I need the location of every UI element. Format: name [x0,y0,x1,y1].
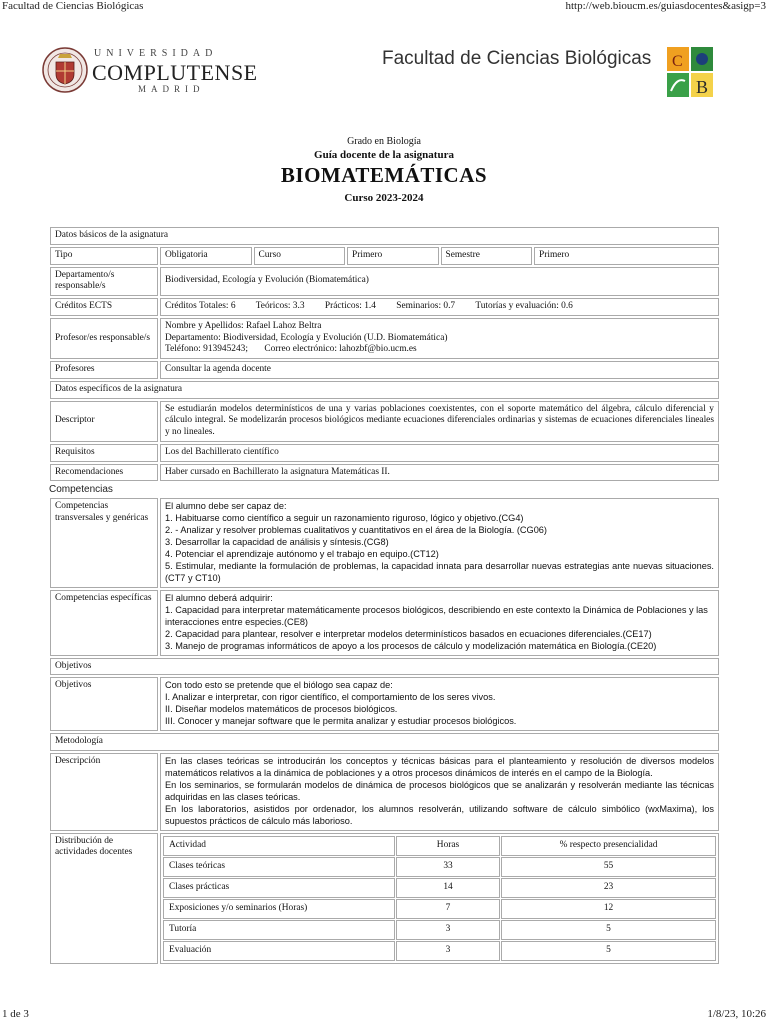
especificas-label: Competencias específicas [50,590,158,656]
objetivos-label: Objetivos [50,677,158,731]
presencialidad-cell: 5 [501,941,716,961]
course-title: Curso 2023-2024 [344,192,424,204]
basic-data-table [48,225,721,483]
curso-label: Curso [254,247,346,265]
print-timestamp: 1/8/23, 10:26 [707,1008,766,1020]
col-actividad: Actividad [163,836,395,856]
transversales-line: 4. Potenciar el aprendizaje autónomo y el trabajo en equipo.(CT12) [165,549,439,560]
tipo-row [50,247,719,265]
ucm-complutense-line: COMPLUTENSE [92,60,258,85]
competencias-transversales-row [50,498,719,588]
recomendaciones-row [50,464,719,482]
objetivos-section: Objetivos [50,658,719,676]
profesor-row [50,318,719,359]
semestre-label: Semestre [441,247,533,265]
actividad-cell: Clases prácticas [163,878,395,898]
actividad-cell: Tutoría [163,920,395,940]
transversales-line: 5. Estimular, mediante la formulación de problemas, la capacidad innata para desarrollar nuevas estrategias ante nuevas situaciones.(CT7 y CT10) [165,561,714,583]
descriptor-value: Se estudiarán modelos determinísticos de una y varias poblaciones coexistentes, con el soporte matemático del álgebra, cálculo diferencial y cálculo integral. Se modelizarán procesos biológicos mediante ecuaciones diferenciales ordinarias y sistemas de ecuaciones diferenciales lineales y no lineales. [160,401,719,442]
ucm-crest-icon [42,44,88,98]
distribucion-container [160,833,719,964]
presencialidad-cell: 23 [501,878,716,898]
metodologia-section: Metodología [50,733,719,751]
transversales-line: 1. Habituarse como científico a seguir un razonamiento riguroso, lógico y objetivo.(CG4) [165,513,524,524]
recomendaciones-value: Haber cursado en Bachillerato la asignatura Matemáticas II. [160,464,719,482]
col-horas: Horas [396,836,500,856]
horas-cell: 7 [396,899,500,919]
table-row [163,941,716,961]
print-footer [0,1008,768,1024]
especificas-line: 1. Capacidad para interpretar matemáticamente procesos biológicos, describiendo en este contexto la Dinámica de Poblaciones y las interacciones entre especies.(CE8) [165,604,708,627]
profesores-link[interactable]: Consultar la agenda docente [160,361,719,379]
ects-seminarios: Seminarios: 0.7 [396,301,456,311]
descriptor-row [50,401,719,442]
competencias-especificas-row [50,590,719,656]
horas-cell: 14 [396,878,500,898]
actividad-cell: Exposiciones y/o seminarios (Horas) [163,899,395,919]
ects-label: Créditos ECTS [50,298,158,316]
profesor-name: Nombre y Apellidos: Rafael Lahoz Beltra [165,320,322,331]
profesor-contact: Teléfono: 913945243; Correo electrónico: lahozbf@bio.ucm.es [165,344,417,355]
especificas-line: El alumno deberá adquirir: [165,592,273,603]
descripcion-line: En los laboratorios, asistidos por ordenador, los alumnos resolverán, utilizando software de cálculo simbólico (wxMaxima), los supuestos prácticos de cálculo más laborioso. [165,803,714,826]
distribucion-row [50,833,719,964]
transversales-line: El alumno debe ser capaz de: [165,501,287,512]
objetivos-line: II. Diseñar modelos matemáticos de procesos biológicos. [165,704,398,715]
transversales-value [160,498,719,588]
departamento-label: Departamento/s responsable/s [50,267,158,297]
faculty-logo-letter-c: C [672,53,683,70]
degree-title: Grado en Biología [347,136,421,147]
table-row [163,878,716,898]
objetivos-line: III. Conocer y manejar software que le permita analizar y estudiar procesos biológicos. [165,716,517,727]
ects-row [50,298,719,316]
objetivos-line: I. Analizar e interpretar, con rigor científico, el comportamiento de los seres vivos. [165,692,496,703]
ucm-logo [42,44,258,98]
descripcion-label: Descripción [50,753,158,831]
ucm-university-line: UNIVERSIDAD [94,48,218,59]
ects-values [160,298,719,316]
tipo-label: Tipo [50,247,158,265]
faculty-logo-letter-b: B [696,77,709,97]
profesor-label: Profesor/es responsable/s [50,318,158,359]
competencias-table [48,496,721,965]
ucm-madrid-line: MADRID [138,84,205,94]
guide-title: Guía docente de la asignatura [314,149,454,161]
requisitos-value: Los del Bachillerato científico [160,444,719,462]
tipo-value: Obligatoria [160,247,252,265]
print-header-title: Facultad de Ciencias Biológicas [2,0,144,12]
guide-content [48,225,721,966]
ects-teoricos: Teóricos: 3.3 [255,301,305,311]
descripcion-line: En los seminarios, se formularán modelos de dinámica de procesos biológicos que se analizarán y resolverán mediante las técnicas adquiridas en las clases teóricas. [165,779,714,802]
profesores-row [50,361,719,379]
ects-total: Créditos Totales: 6 [165,301,236,311]
departamento-row [50,267,719,297]
table-row [163,899,716,919]
presencialidad-cell: 12 [501,899,716,919]
horas-cell: 3 [396,941,500,961]
presencialidad-cell: 55 [501,857,716,877]
presencialidad-cell: 5 [501,920,716,940]
ects-tutorias: Tutorías y evaluación: 0.6 [475,301,573,311]
table-row [163,920,716,940]
profesor-department: Departamento: Biodiversidad, Ecología y Evolución (U.D. Biomatemática) [165,332,448,343]
distribucion-label: Distribución de actividades docentes [50,833,158,964]
descriptor-label: Descriptor [50,401,158,442]
especificas-line: 3. Manejo de programas informáticos de apoyo a los procesos de cálculo y modelización matemática en Biología.(CE20) [165,640,657,651]
actividad-cell: Evaluación [163,941,395,961]
especificas-line: 2. Capacidad para plantear, resolver e interpretar modelos determinísticos basados en ecuaciones diferenciales.(CE17) [165,628,652,639]
objetivos-value [160,677,719,731]
table-row [163,857,716,877]
curso-value: Primero [347,247,439,265]
transversales-line: 2. - Analizar y resolver problemas cualitativos y cuantitativos en el área de la Biología. (CG06) [165,525,547,536]
objetivos-line: Con todo esto se pretende que el biólogo sea capaz de: [165,680,393,691]
requisitos-row [50,444,719,462]
descripcion-value [160,753,719,831]
col-presencialidad: % respecto presencialidad [501,836,716,856]
requisitos-label: Requisitos [50,444,158,462]
descripcion-row [50,753,719,831]
faculty-logo-icon [666,46,714,98]
print-header-url: http://web.bioucm.es/guiasdocentes&asigp=3 [565,0,766,12]
document-titles [0,136,768,204]
departamento-value: Biodiversidad, Ecología y Evolución (Biomatemática) [160,267,719,297]
specific-data-section: Datos específicos de la asignatura [50,381,719,399]
profesor-value [160,318,719,359]
subject-title: BIOMATEMÁTICAS [280,163,488,187]
transversales-line: 3. Desarrollar la capacidad de análisis y síntesis.(CG8) [165,537,389,548]
faculty-name: Facultad de Ciencias Biológicas [382,48,652,69]
especificas-value [160,590,719,656]
actividad-cell: Clases teóricas [163,857,395,877]
page-number: 1 de 3 [2,1008,29,1020]
ects-practicos: Prácticos: 1.4 [324,301,376,311]
semestre-value: Primero [534,247,719,265]
competencias-section: Competencias [49,484,113,496]
distribucion-table [162,835,717,962]
recomendaciones-label: Recomendaciones [50,464,158,482]
print-header [0,0,768,14]
profesores-label: Profesores [50,361,158,379]
distribucion-header [163,836,716,856]
basic-data-section: Datos básicos de la asignatura [50,227,719,245]
horas-cell: 33 [396,857,500,877]
descripcion-line: En las clases teóricas se introducirán los conceptos y técnicas básicas para el planteamiento y resolución de diversos modelos matemáticos relativos a la dinámica de poblaciones y a otros procesos dinámicos de interés en el campo de la Biología. [165,756,714,778]
objetivos-row [50,677,719,731]
horas-cell: 3 [396,920,500,940]
transversales-label: Competencias transversales y genéricas [50,498,158,588]
